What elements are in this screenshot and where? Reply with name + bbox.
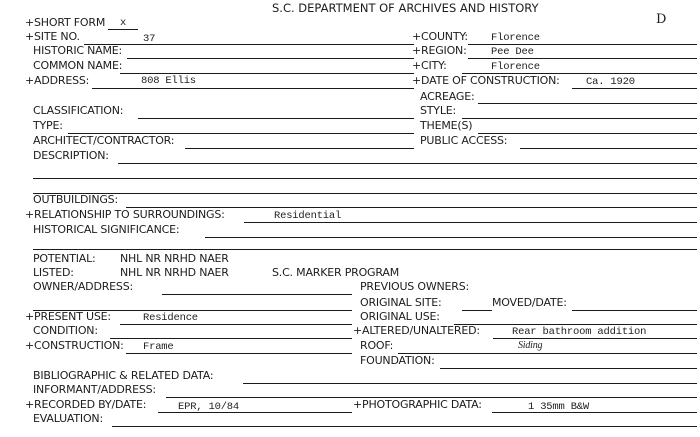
photographic-data-line bbox=[492, 412, 697, 413]
acreage-label: ACREAGE: bbox=[420, 90, 475, 103]
themes-line bbox=[478, 133, 697, 134]
style-line bbox=[462, 118, 697, 119]
date-of-construction-label: +DATE OF CONSTRUCTION: bbox=[412, 74, 560, 87]
page-title: S.C. DEPARTMENT OF ARCHIVES AND HISTORY bbox=[272, 1, 539, 15]
roof-label: ROOF: bbox=[360, 339, 394, 352]
potential-options: NHL NR NRHD NAER bbox=[120, 252, 229, 265]
roof-line bbox=[398, 353, 697, 354]
address-value: 808 Ellis bbox=[141, 75, 196, 87]
architect-contractor-label: ARCHITECT/CONTRACTOR: bbox=[33, 134, 175, 147]
original-site-label: ORIGINAL SITE: bbox=[360, 296, 442, 309]
acreage-line bbox=[478, 103, 697, 104]
historic-name-label: HISTORIC NAME: bbox=[33, 44, 123, 57]
description-line-1 bbox=[118, 163, 697, 164]
date-of-construction-line bbox=[572, 88, 697, 89]
historical-significance-label: HISTORICAL SIGNIFICANCE: bbox=[33, 223, 180, 236]
county-value: Florence bbox=[491, 32, 540, 44]
county-label: +COUNTY: bbox=[412, 30, 468, 43]
common-name-label: COMMON NAME: bbox=[33, 59, 123, 72]
county-line bbox=[468, 44, 697, 45]
moved-date-label: MOVED/DATE: bbox=[492, 296, 567, 309]
condition-label: CONDITION: bbox=[33, 324, 98, 337]
site-no-label: +SITE NO. bbox=[25, 30, 80, 43]
photographic-data-label: +PHOTOGRAPHIC DATA: bbox=[353, 398, 482, 411]
altered-unaltered-label: +ALTERED/UNALTERED: bbox=[353, 324, 480, 337]
short-form-value: x bbox=[120, 17, 127, 29]
description-line-3 bbox=[33, 193, 697, 194]
listed-options: NHL NR NRHD NAER bbox=[120, 266, 229, 279]
owner-address-line-1 bbox=[162, 294, 352, 295]
present-use-line bbox=[120, 324, 352, 325]
sc-marker-program-label: S.C. MARKER PROGRAM bbox=[272, 266, 399, 279]
historic-name-line bbox=[127, 58, 414, 59]
potential-label: POTENTIAL: bbox=[33, 252, 96, 265]
previous-owners-label: PREVIOUS OWNERS: bbox=[360, 280, 470, 293]
architect-contractor-line bbox=[185, 148, 414, 149]
relationship-line bbox=[244, 222, 697, 223]
site-no-line bbox=[84, 44, 414, 45]
historical-significance-line-2 bbox=[33, 249, 697, 250]
description-line-2 bbox=[33, 178, 697, 179]
original-use-line bbox=[454, 324, 697, 325]
evaluation-line bbox=[112, 426, 697, 427]
photographic-data-value: 1 35mm B&W bbox=[528, 401, 590, 413]
classification-label: CLASSIFICATION: bbox=[33, 104, 124, 117]
moved-date-line bbox=[572, 310, 697, 311]
construction-value: Frame bbox=[143, 341, 174, 353]
address-label: +ADDRESS: bbox=[25, 74, 90, 87]
original-use-label: ORIGINAL USE: bbox=[360, 310, 440, 323]
listed-label: LISTED: bbox=[33, 266, 74, 279]
evaluation-label: EVALUATION: bbox=[33, 412, 103, 425]
region-line bbox=[468, 58, 697, 59]
relationship-label: +RELATIONSHIP TO SURROUNDINGS: bbox=[25, 208, 225, 221]
recorded-by-date-value: EPR, 10/84 bbox=[178, 401, 240, 413]
region-value: Pee Dee bbox=[491, 46, 534, 58]
bibliographic-line bbox=[243, 383, 697, 384]
common-name-line bbox=[120, 73, 414, 74]
original-site-line bbox=[462, 310, 492, 311]
owner-address-label: OWNER/ADDRESS: bbox=[33, 280, 133, 293]
relationship-value: Residential bbox=[274, 210, 342, 222]
construction-label: +CONSTRUCTION: bbox=[25, 339, 124, 352]
type-label: TYPE: bbox=[33, 119, 63, 132]
short-form-line bbox=[108, 29, 138, 30]
address-line bbox=[92, 88, 414, 89]
classification-line bbox=[138, 118, 414, 119]
present-use-label: +PRESENT USE: bbox=[25, 310, 111, 323]
construction-line bbox=[126, 353, 352, 354]
historical-significance-line-1 bbox=[205, 237, 697, 238]
city-label: +CITY: bbox=[412, 59, 447, 72]
foundation-line bbox=[440, 368, 697, 369]
public-access-label: PUBLIC ACCESS: bbox=[420, 134, 508, 147]
date-of-construction-value: Ca. 1920 bbox=[586, 76, 635, 88]
present-use-value: Residence bbox=[143, 312, 198, 324]
site-no-value: 37 bbox=[143, 33, 156, 45]
altered-unaltered-line bbox=[493, 338, 697, 339]
foundation-label: FOUNDATION: bbox=[360, 354, 435, 367]
themes-label: THEME(S) bbox=[420, 119, 473, 132]
short-form-label: +SHORT FORM bbox=[25, 16, 106, 29]
city-value: Florence bbox=[491, 61, 540, 73]
condition-line bbox=[110, 338, 352, 339]
region-label: +REGION: bbox=[412, 44, 467, 57]
bibliographic-label: BIBLIOGRAPHIC & RELATED DATA: bbox=[33, 369, 214, 382]
style-label: STYLE: bbox=[420, 104, 457, 117]
description-label: DESCRIPTION: bbox=[33, 149, 109, 162]
outbuildings-label: OUTBUILDINGS: bbox=[33, 193, 118, 206]
altered-unaltered-value: Rear bathroom addition bbox=[512, 326, 647, 338]
corner-handwritten-mark: D bbox=[656, 12, 667, 27]
informant-address-label: INFORMANT/ADDRESS: bbox=[33, 383, 156, 396]
recorded-by-date-label: +RECORDED BY/DATE: bbox=[25, 398, 147, 411]
roof-handwritten-value: Siding bbox=[518, 340, 543, 351]
public-access-line bbox=[520, 148, 697, 149]
